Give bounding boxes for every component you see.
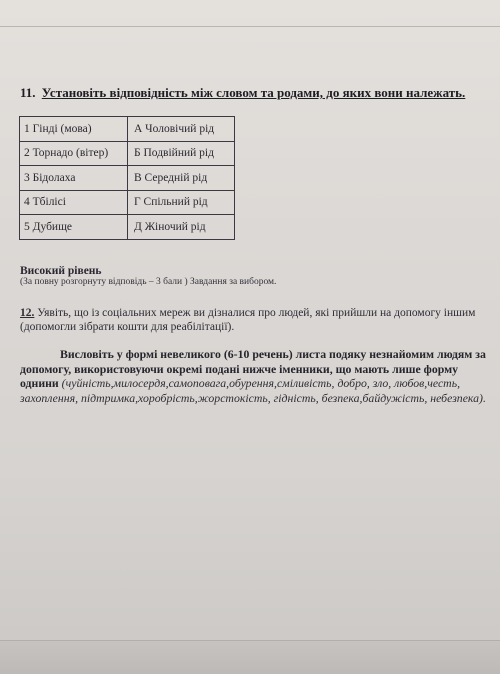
gender-cell: Б Подвійний рід xyxy=(128,141,235,166)
question-11-text: Установіть відповідність між словом та родами, до яких вони належать. xyxy=(41,85,466,100)
gender-cell: Г Спільний рід xyxy=(128,190,235,215)
table-row xyxy=(20,166,235,191)
question-11-heading xyxy=(20,85,465,101)
question-11-number: 11. xyxy=(20,85,36,100)
question-12-text xyxy=(20,306,490,334)
writing-task xyxy=(20,347,498,405)
writing-task-instruction: Висловіть у формі невеликого (6-10 речень) листа подяку незнайомим людям за допомогу, використовуючи окремі подані нижче іменники, що мають лише форму однини xyxy=(20,347,486,391)
gender-cell: А Чоловічий рід xyxy=(128,117,235,142)
table-row xyxy=(20,117,235,142)
word-cell: 5 Дубище xyxy=(20,215,128,240)
page-top-edge xyxy=(0,26,500,27)
question-12-number: 12. xyxy=(20,307,35,319)
table-row xyxy=(20,141,235,166)
gender-cell: В Середній рід xyxy=(128,166,235,191)
word-cell: 3 Бідолаха xyxy=(20,166,128,191)
table-row xyxy=(20,215,235,240)
word-cell: 2 Торнадо (вітер) xyxy=(20,141,128,166)
level-note: (За повну розгорнуту відповідь – 3 бали ) Завдання за вибором. xyxy=(20,277,277,287)
level-title: Високий рівень xyxy=(20,265,102,277)
word-cell: 1 Гінді (мова) xyxy=(20,117,128,142)
matching-table xyxy=(19,116,235,240)
table-row xyxy=(20,190,235,215)
writing-task-noun-list: (чуйність,милосердя,самоповага,обурення,сміливість, добро, зло, любов,честь, захоплення, підтримка,хоробрість,жорстокість, гідність, безпека,байдужість, небезпека). xyxy=(20,376,486,405)
word-cell: 4 Тбілісі xyxy=(20,190,128,215)
gender-cell: Д Жіночий рід xyxy=(128,215,235,240)
question-12-body: Уявіть, що із соціальних мереж ви дізналися про людей, які прийшли на допомогу іншим (допомогли зібрати кошти для реабілітації). xyxy=(20,307,476,333)
paper-fold-shadow xyxy=(0,640,500,674)
